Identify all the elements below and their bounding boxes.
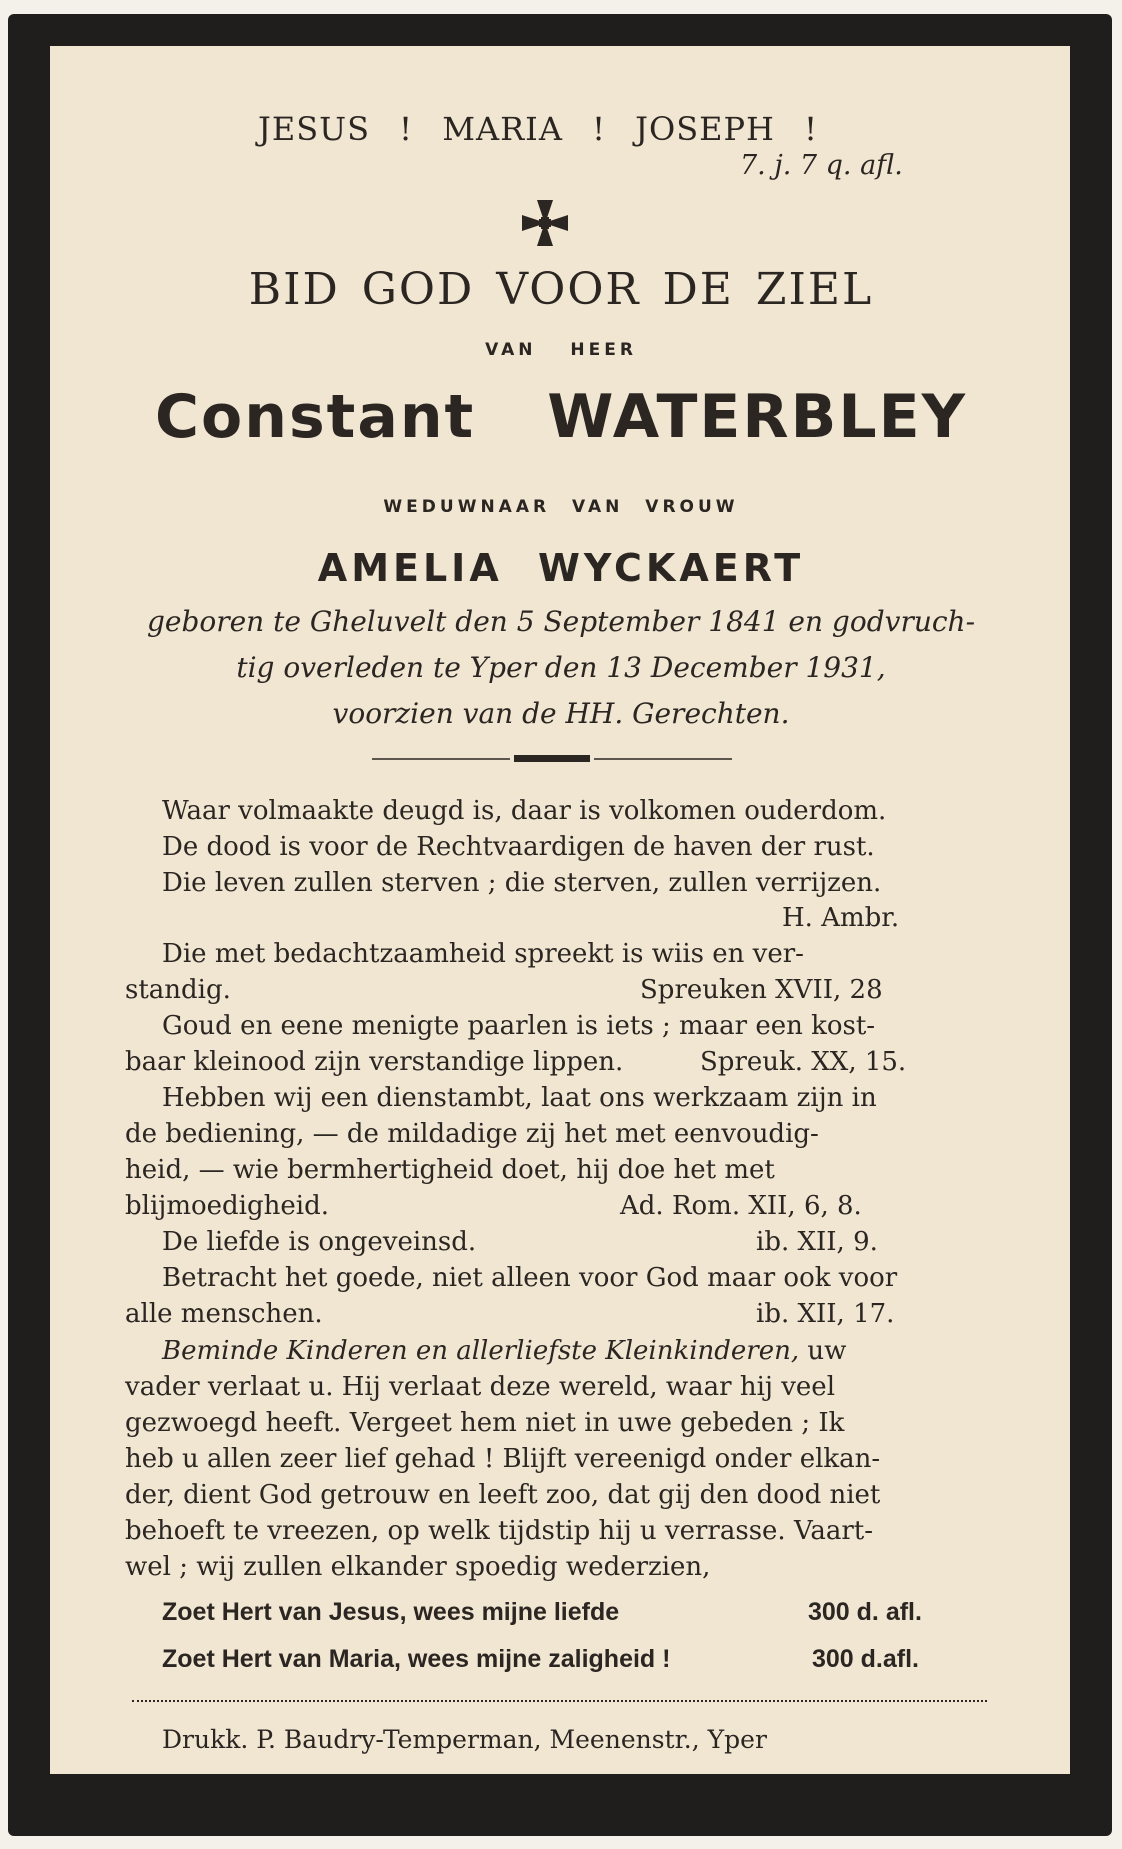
quote-line: Die leven zullen sterven ; die sterven, zullen verrijzen. [162,868,882,898]
prayer-indulgence: 300 d.afl. [812,1645,919,1673]
farewell-line: behoeft te vreezen, op welk tijdstip hij u verrasse. Vaart- [125,1516,874,1546]
deceased-name [0,382,1122,452]
farewell-word: uw [807,1336,847,1366]
printer-credit: Drukk. P. Baudry-Temperman, Meenenstr., Yper [162,1725,767,1754]
prayer-line: Zoet Hert van Maria, wees mijne zaligheid ! [162,1645,671,1673]
quote-reference: ib. XII, 17. [756,1299,895,1329]
quote-reference: Spreuk. XX, 15. [700,1047,907,1077]
quote-line: heid, — wie bermhertigheid doet, hij doe het met [125,1155,775,1185]
quote-line: De dood is voor de Rechtvaardigen de haven der rust. [162,832,875,862]
quote-line: de bediening, — de mildadige zij het met eenvoudig- [125,1119,819,1149]
quote-line: Betracht het goede, niet alleen voor God maar ook voor [162,1263,898,1293]
van-heer-label: VAN HEER [485,340,637,360]
farewell-line: gezwoegd heeft. Vergeet hem niet in uwe gebeden ; Ik [125,1408,845,1438]
bio-line: tig overleden te Yper den 13 December 1931, [236,651,886,684]
wife-name: AMELIA WYCKAERT [317,546,805,590]
quote-line: Die met bedachtzaamheid spreekt is wiis en ver- [162,939,804,969]
farewell-line: heb u allen zeer lief gehad ! Blijft vereenigd onder elkan- [125,1444,881,1474]
farewell-address: Beminde Kinderen en allerliefste Kleinkinderen, [162,1336,800,1366]
separator-rule [372,755,732,763]
prayer-indulgence: 300 d. afl. [808,1598,922,1626]
prayer-heading: BID GOD VOOR DE ZIEL [248,264,874,315]
bio-line: geboren te Gheluvelt den 5 September 1841 en godvruch- [146,605,976,638]
quote-line: Hebben wij een dienstambt, laat ons werkzaam zijn in [162,1083,877,1113]
first-name: Constant [154,382,476,452]
prayer-line: Zoet Hert van Jesus, wees mijne liefde [162,1598,620,1626]
bio-line: voorzien van de HH. Gerechten. [332,697,790,730]
quote-line: standig. [125,975,231,1005]
quote-reference: Ad. Rom. XII, 6, 8. [620,1191,862,1221]
quote-reference: Spreuken XVII, 28 [640,975,883,1005]
quote-line: alle menschen. [125,1299,323,1329]
farewell-line: wel ; wij zullen elkander spoedig wederzien, [125,1552,711,1582]
quote-line: baar kleinood zijn verstandige lippen. [125,1047,624,1077]
indulgence-note: 7. j. 7 q. afl. [740,150,903,181]
quote-reference: ib. XII, 9. [756,1227,878,1257]
surname: WATERBLEY [547,382,968,452]
quote-line: Goud en eene menigte paarlen is iets ; maar een kost- [162,1011,876,1041]
quote-line: blijmoedigheid. [125,1191,329,1221]
quote-line: Waar volmaakte deugd is, daar is volkomen ouderdom. [162,796,887,826]
farewell-line [162,1336,846,1366]
farewell-line: vader verlaat u. Hij verlaat deze wereld, waar hij veel [125,1372,836,1402]
widower-label: WEDUWNAAR VAN VROUW [383,497,739,517]
farewell-line: der, dient God getrouw en leeft zoo, dat gij den dood niet [125,1480,881,1510]
maltese-cross-icon [520,198,570,248]
quote-line: De liefde is ongeveinsd. [162,1227,477,1257]
quote-reference: H. Ambr. [782,903,900,933]
dotted-rule [132,1700,987,1702]
invocation: JESUS ! MARIA ! JOSEPH ! [258,110,818,148]
